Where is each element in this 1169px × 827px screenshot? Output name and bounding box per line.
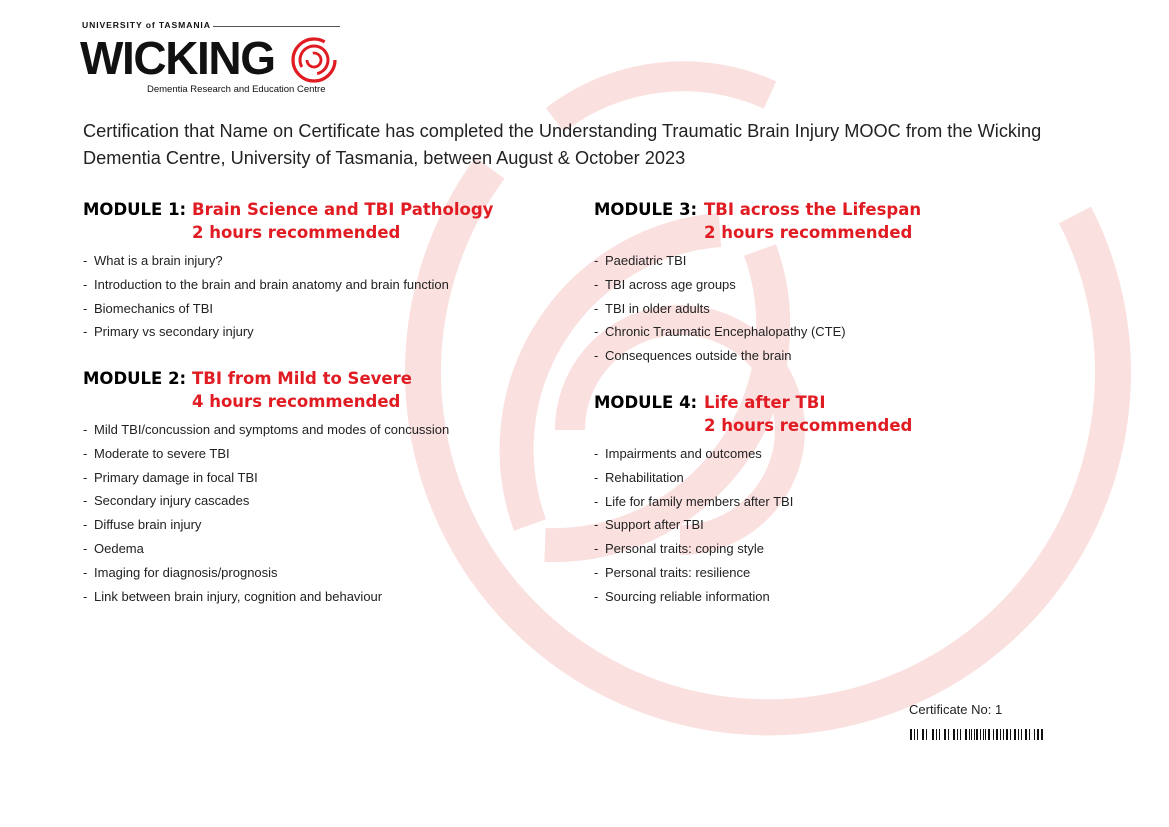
module-3-topics <box>594 249 846 368</box>
topic-item: - What is a brain injury? <box>83 253 223 268</box>
module-2-topics <box>83 418 449 608</box>
topic-item: - Imaging for diagnosis/prognosis <box>83 564 278 580</box>
module-1-title: Brain Science and TBI Pathology <box>192 200 494 219</box>
module-2-label: MODULE 2: <box>83 369 187 388</box>
topic-item: - Link between brain injury, cognition and behaviour <box>83 588 383 604</box>
module-4-topics <box>594 442 793 609</box>
topic-item: - Chronic Traumatic Encephalopathy (CTE) <box>594 324 846 340</box>
header-rule <box>213 26 340 27</box>
topic-item: - Sourcing reliable information <box>594 588 770 604</box>
topic-item: - Life for family members after TBI <box>594 493 794 509</box>
topic-item: - Primary vs secondary injury <box>83 324 254 340</box>
topic-item: - Personal traits: coping style <box>594 541 764 557</box>
watermark-ring-top <box>555 76 770 120</box>
module-1-topics <box>83 249 449 344</box>
university-name: UNIVERSITY of TASMANIA <box>82 20 211 30</box>
module-1-label: MODULE 1: <box>83 200 187 219</box>
module-4-hours: 2 hours recommended <box>704 416 913 435</box>
logo-wordmark: WICKING <box>80 32 275 84</box>
topic-item: - TBI across age groups <box>594 276 736 292</box>
topic-item: - Rehabilitation <box>594 469 684 485</box>
topic-item: - Impairments and outcomes <box>594 446 762 461</box>
logo-subtitle: Dementia Research and Education Centre <box>147 84 326 95</box>
module-2-hours: 4 hours recommended <box>192 392 401 411</box>
topic-item: - TBI in older adults <box>594 300 710 316</box>
concentric-rings-icon <box>290 36 338 84</box>
topic-item: - Oedema <box>83 540 144 556</box>
topic-item: - Paediatric TBI <box>594 253 687 268</box>
module-3-title: TBI across the Lifespan <box>704 200 922 219</box>
topic-item: - Consequences outside the brain <box>594 348 792 364</box>
topic-item: - Mild TBI/concussion and symptoms and modes of concussion <box>83 422 450 437</box>
topic-item: - Introduction to the brain and brain anatomy and brain function <box>83 276 449 292</box>
topic-item: - Moderate to severe TBI <box>83 445 230 461</box>
module-3-hours: 2 hours recommended <box>704 223 913 242</box>
module-3-label: MODULE 3: <box>594 200 698 219</box>
topic-item: - Support after TBI <box>594 517 704 533</box>
module-4-title: Life after TBI <box>704 393 826 412</box>
module-1-hours: 2 hours recommended <box>192 223 401 242</box>
certification-statement: Certification that Name on Certificate has completed the Understanding Traumatic Brain Injury MOOC from the Wicking Dementia Centre, University of Tasmania, between August & October 2023 <box>83 121 1042 168</box>
topic-item: - Secondary injury cascades <box>83 493 250 509</box>
certificate-number: Certificate No: 1 <box>909 702 1003 717</box>
barcode <box>910 729 1044 740</box>
topic-item: - Diffuse brain injury <box>83 517 202 533</box>
topic-item: - Biomechanics of TBI <box>83 300 213 316</box>
topic-item: - Primary damage in focal TBI <box>83 469 258 485</box>
module-4-label: MODULE 4: <box>594 393 698 412</box>
topic-item: - Personal traits: resilience <box>594 564 751 580</box>
module-2-title: TBI from Mild to Severe <box>192 369 412 388</box>
